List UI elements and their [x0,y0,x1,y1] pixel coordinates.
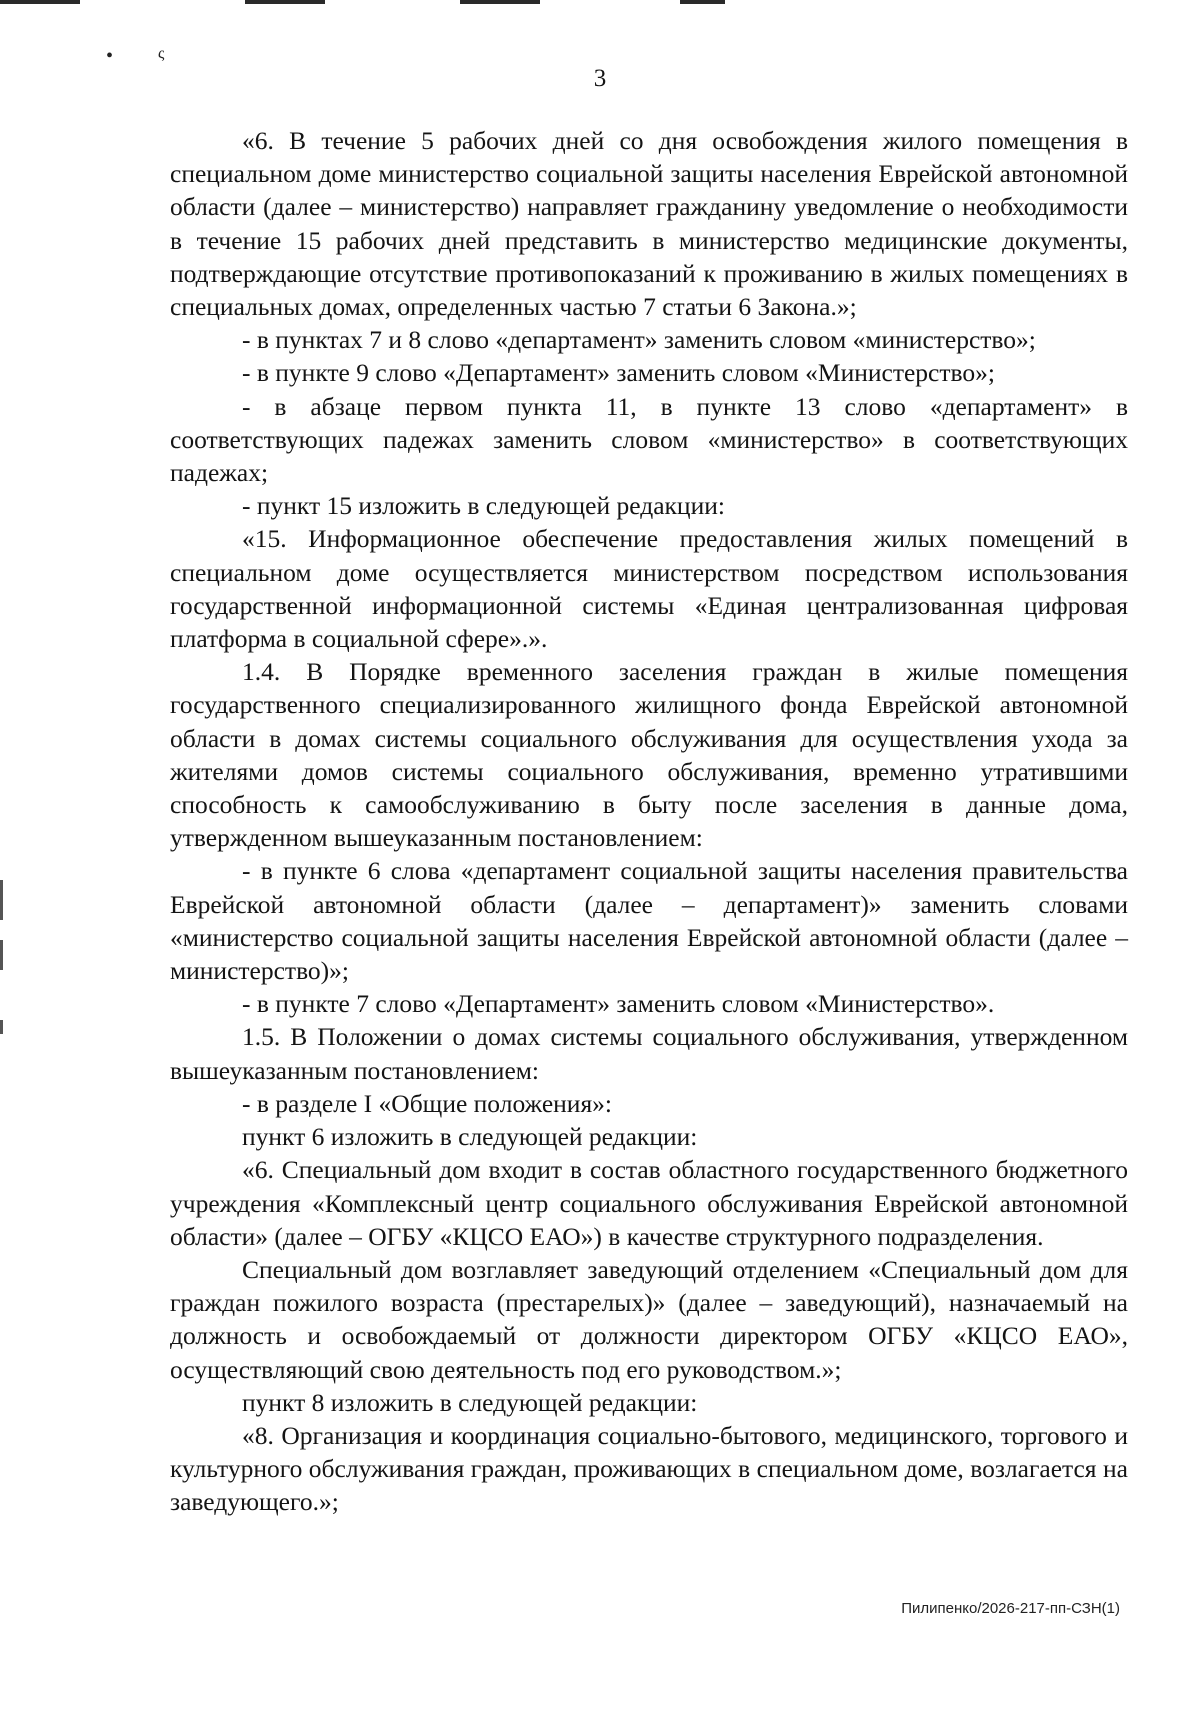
scan-edge-mark [460,0,540,4]
paragraph: 1.5. В Положении о домах системы социального обслуживания, утвержденном вышеуказанным постановлением: [170,1022,1128,1085]
document-footer-code: Пилипенко/2026-217-пп-СЗН(1) [901,1600,1120,1617]
paragraph: 1.4. В Порядке временного заселения граждан в жилые помещения государственного специализированного жилищного фонда Еврейской автономной области в домах системы социального обслуживания для осуществления ухода за жителями домов системы социального обслуживания, временно утратившими способность к самообслуживанию в быту после заселения в данные дома, утвержденном вышеуказанным постановлением: [170,657,1128,853]
page-number: 3 [593,65,607,92]
scan-mark-glyph: ς [158,45,165,62]
paragraph: пункт 8 изложить в следующей редакции: [242,1387,698,1417]
paragraph: - в пункте 9 слово «Департамент» заменить словом «Министерство»; [242,358,995,388]
paragraph: - в разделе I «Общие положения»: [242,1088,613,1118]
scan-edge-mark [0,0,80,4]
margin-tick [0,1020,3,1034]
paragraph: - в пункте 7 слово «Департамент» заменить словом «Министерство». [242,989,995,1019]
paragraph: - пункт 15 изложить в следующей редакции: [242,491,725,521]
paragraph: - в абзаце первом пункта 11, в пункте 13 слово «департамент» в соответствующих падежах заменить словом «министерство» в соответствующих падежах; [170,391,1128,488]
paragraph: пункт 6 изложить в следующей редакции: [242,1122,698,1152]
paragraph: «8. Организация и координация социально-бытового, медицинского, торгового и культурного обслуживания граждан, проживающих в специальном доме, возлагается на заведующего.»; [170,1420,1128,1517]
scan-edge-mark [245,0,325,4]
paragraph: «15. Информационное обеспечение предоставления жилых помещений в специальном доме осуществляется министерством посредством использования государственной информационной системы «Единая централизованная цифровая платформа в социальной сфере».». [170,524,1128,654]
scan-dot: • [106,45,114,67]
paragraph: «6. Специальный дом входит в состав областного государственного бюджетного учреждения «Комплексный центр социального обслуживания Еврейской автономной области» (далее – ОГБУ «КЦСО ЕАО») в качестве структурного подразделения. [170,1155,1128,1251]
paragraph: Специальный дом возглавляет заведующий отделением «Специальный дом для граждан пожилого возраста (престарелых)» (далее – заведующий), назначаемый на должность и освобождаемый от должности директором ОГБУ «КЦСО ЕАО», осуществляющий свою деятельность под его руководством.»; [170,1254,1128,1384]
paragraph: - в пункте 6 слова «департамент социальной защиты населения правительства Еврейской автономной области (далее – департамент)» заменить словами «министерство социальной защиты населения Еврейской автономной области (далее – министерство)»; [170,856,1128,986]
document-body [170,124,1128,1519]
scan-edge-mark [680,0,725,4]
margin-tick [0,940,3,970]
paragraph: «6. В течение 5 рабочих дней со дня освобождения жилого помещения в специальном доме министерство социальной защиты населения Еврейской автономной области (далее – министерство) направляет гражданину уведомление о необходимости в течение 15 рабочих дней представить в министерство медицинские документы, подтверждающие отсутствие противопоказаний к проживанию в жилых помещениях в специальных домах, определенных частью 7 статьи 6 Закона.»; [170,126,1128,322]
margin-tick [0,880,3,920]
paragraph: - в пунктах 7 и 8 слово «департамент» заменить словом «министерство»; [242,325,1036,355]
